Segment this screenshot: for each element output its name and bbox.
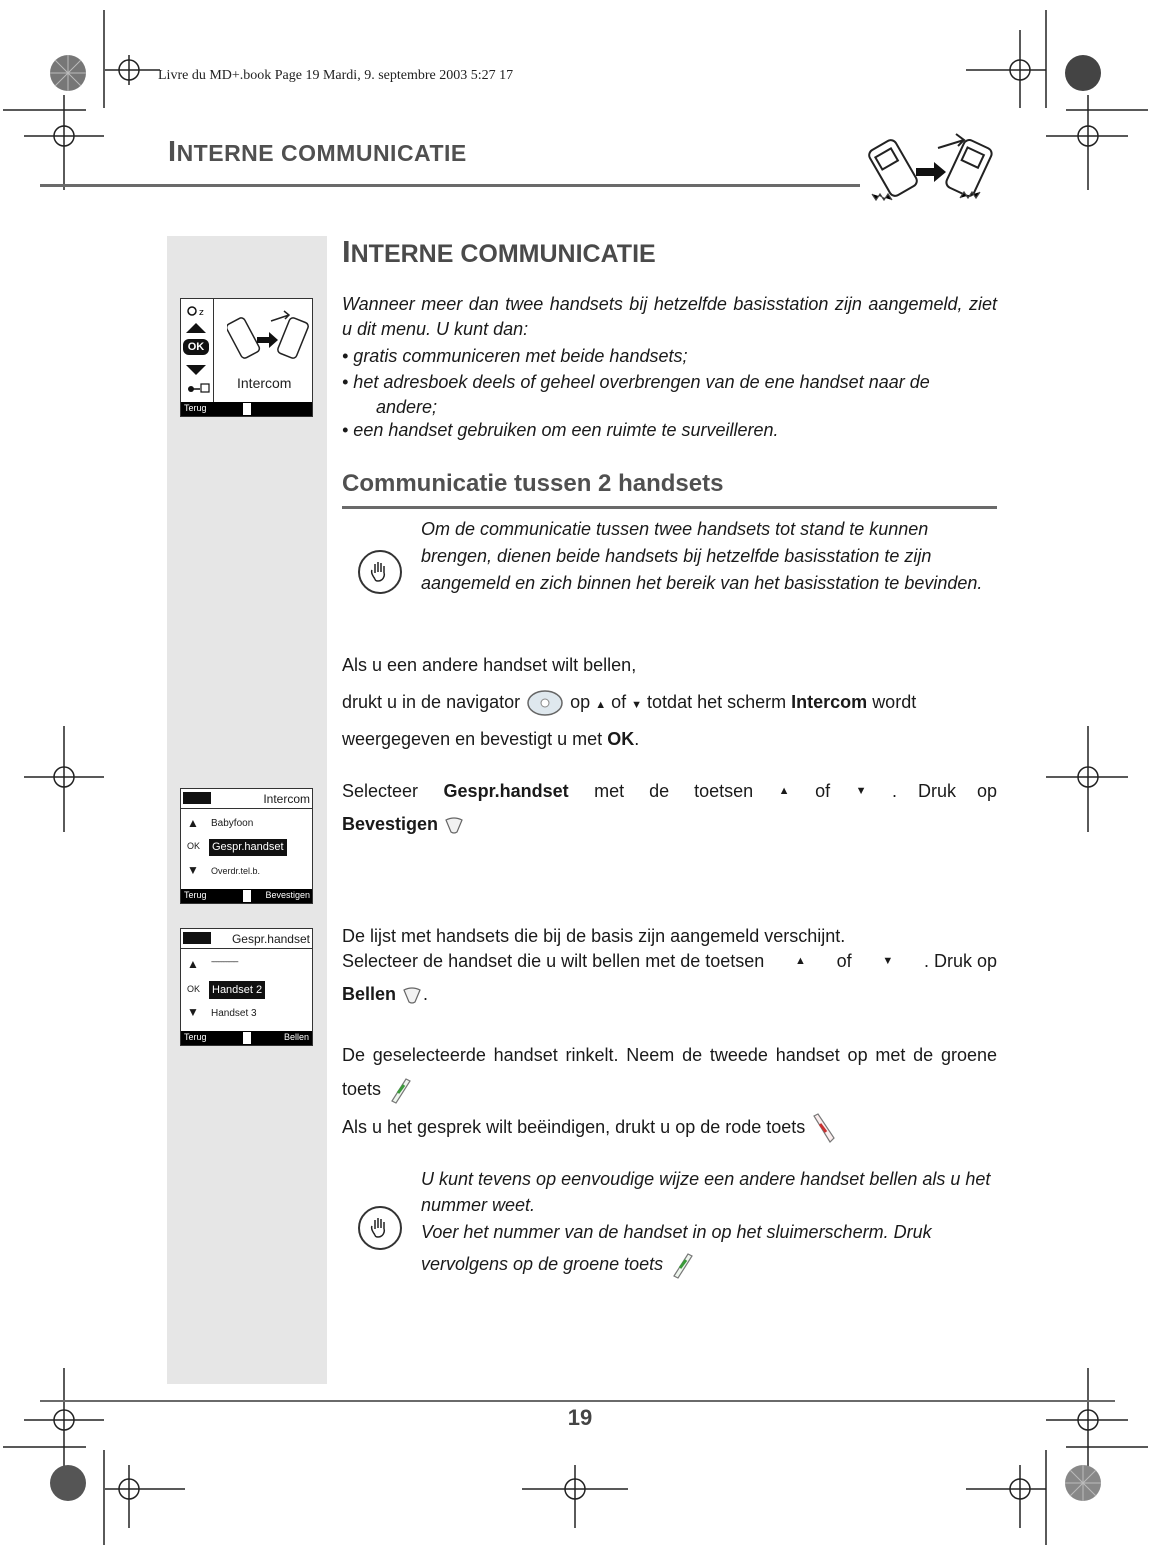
list-item: ▲ ---------------- — [187, 957, 238, 971]
soft-key-right: Bellen — [283, 1032, 309, 1042]
list-item-selected: OK Gespr.handset — [181, 839, 312, 857]
screen-label: Intercom — [237, 375, 292, 391]
down-arrow-icon: ▼ — [855, 785, 867, 797]
intro-bullet: • een handset gebruiken om een ruimte te surveilleren. — [342, 420, 779, 440]
svg-text:z: z — [199, 308, 204, 318]
soft-key-left: Terug — [184, 1032, 207, 1042]
section-title-initial: I — [342, 234, 351, 269]
paragraph-select-line2: Bevestigen — [342, 812, 997, 837]
list-item-selected: OK Handset 2 — [181, 981, 312, 999]
note-direct-dial: U kunt tevens op eenvoudige wijze een andere handset bellen als u het nummer weet. Voer het nummer van de handset in op het sluimerscherm. Druk vervolgens op de groene toets — [421, 1166, 1001, 1280]
navigator-key-icon — [525, 688, 565, 718]
up-arrow-icon: ▲ — [778, 785, 790, 797]
down-arrow-icon: ▼ — [882, 955, 894, 967]
soft-key-left: Terug — [184, 403, 207, 413]
section-title — [342, 234, 656, 270]
subsection-title: Communicatie tussen 2 handsets — [342, 470, 724, 497]
soft-key-right: Bevestigen — [265, 890, 310, 900]
grid-icon — [243, 890, 251, 902]
paragraph-list-line1: De lijst met handsets die bij de basis zijn aangemeld verschijnt. — [342, 926, 846, 946]
down-arrow-icon: ▼ — [187, 1005, 199, 1019]
header-title-initial: I — [168, 136, 177, 168]
hand-note-icon — [358, 550, 402, 594]
up-arrow-icon: ▲ — [187, 957, 199, 971]
intercom-phones-icon — [868, 128, 1004, 204]
down-arrow-icon: ▼ — [187, 863, 199, 877]
paragraph-call-line2: drukt u in de navigator op ▲ of ▼ totdat het scherm Intercom wordt — [342, 688, 997, 719]
grid-icon — [243, 1032, 251, 1044]
soft-key-icon — [401, 984, 423, 1006]
green-call-key-icon — [386, 1075, 414, 1105]
soft-key-bar — [181, 889, 312, 903]
up-arrow-icon: ▲ — [795, 955, 806, 967]
header-title-rest: NTERNE COMMUNICATIE — [176, 140, 467, 166]
paragraph-end-call: Als u het gesprek wilt beëindigen, drukt u op de rode toets — [342, 1112, 997, 1144]
hand-note-icon — [358, 1206, 402, 1250]
section-title-rest: NTERNE COMMUNICATIE — [350, 240, 656, 268]
down-arrow-icon: ▼ — [631, 699, 643, 711]
handset-screen-intercom — [180, 298, 313, 417]
intro-lead: Wanneer meer dan twee handsets bij hetzelfde basisstation zijn aangemeld, ziet u dit menu. U kunt dan: — [342, 294, 997, 339]
page-number: 19 — [567, 1405, 593, 1430]
screen-title: Intercom — [263, 792, 310, 806]
print-info-line: Livre du MD+.book Page 19 Mardi, 9. septembre 2003 5:27 17 — [158, 68, 514, 83]
list-item: ▼ Overdr.tel.b. — [187, 863, 261, 877]
soft-key-bar — [181, 1031, 312, 1045]
header-rule — [40, 184, 860, 187]
grid-icon — [243, 403, 251, 415]
paragraph-list-line3: Bellen . — [342, 982, 997, 1007]
subsection-rule — [342, 506, 997, 509]
ok-key-label: OK — [183, 339, 209, 355]
running-header — [168, 136, 467, 169]
paragraph-call-line1: Als u een andere handset wilt bellen, — [342, 655, 637, 675]
paragraph-select-line1: Selecteer Gespr.handset met de toetsen ▲ of ▼ . Druk op — [342, 779, 997, 804]
list-item: ▼ Handset 3 — [187, 1005, 257, 1019]
screen-status-icons — [183, 932, 211, 944]
soft-key-left: Terug — [184, 890, 207, 900]
handset-screen-menu — [180, 788, 313, 904]
handset-screen-list — [180, 928, 313, 1046]
intro-bullet: • gratis communiceren met beide handsets; — [342, 346, 688, 366]
green-call-key-icon — [668, 1250, 696, 1280]
screen-title: Gespr.handset — [231, 932, 310, 946]
soft-key-icon — [443, 814, 465, 836]
red-end-key-icon — [810, 1112, 838, 1144]
intercom-phones-icon — [227, 307, 311, 367]
intro-bullet: • het adresboek deels of geheel overbrengen van de ene handset naar de andere; — [342, 372, 930, 417]
list-item: ▲ Babyfoon — [187, 816, 254, 830]
up-arrow-icon: ▲ — [187, 816, 199, 830]
footer-rule — [40, 1400, 1115, 1402]
soft-key-bar — [181, 402, 312, 416]
up-arrow-icon: ▲ — [595, 699, 607, 711]
paragraph-ring: De geselecteerde handset rinkelt. Neem de tweede handset op met de groene toets — [342, 1038, 997, 1106]
note-reach: Om de communicatie tussen twee handsets tot stand te kunnen brengen, dienen beide handsets bij hetzelfde basisstation te zijn aangemeld en zich binnen het bereik van het basisstation te bevinden. — [421, 519, 983, 593]
screen-status-icons — [183, 792, 211, 804]
paragraph-list-line2: Selecteer de handset die u wilt bellen met de toetsen ▲ of ▼ . Druk op — [342, 949, 997, 974]
paragraph-call-line3: weergegeven en bevestigt u met OK. — [342, 729, 640, 749]
